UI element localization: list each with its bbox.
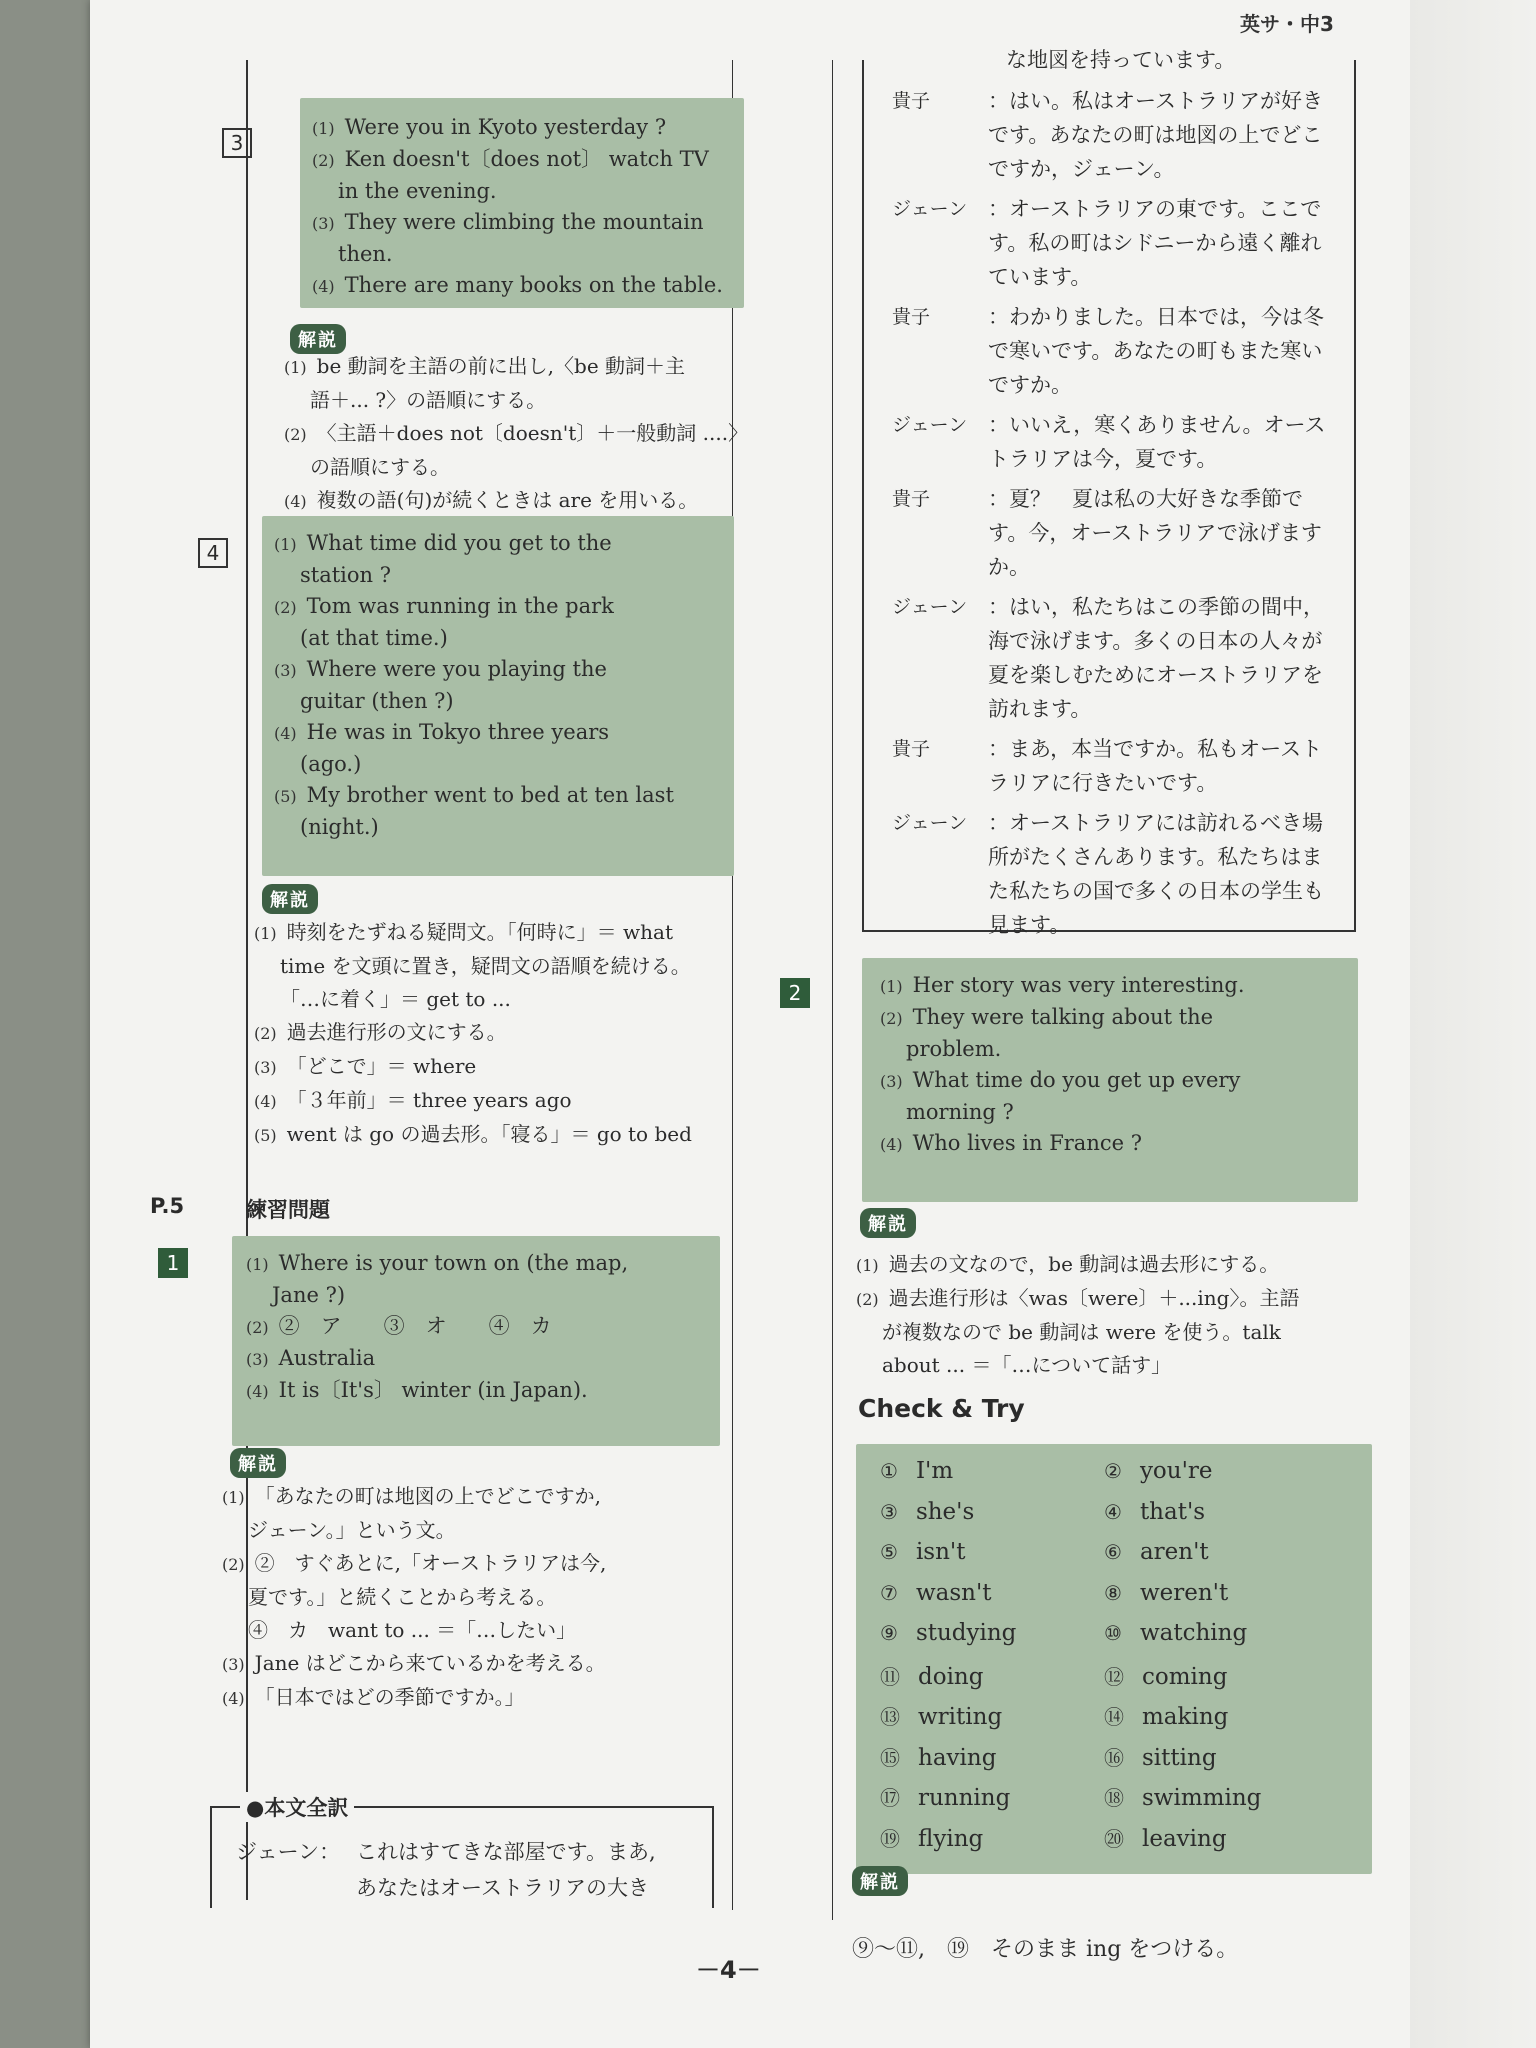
- check-try-note: ⑨～⑪, ⑲ そのまま ing をつける。: [852, 1937, 1239, 1962]
- answer-line-text: in the evening.: [338, 179, 497, 203]
- translation-text: あなたはオーストラリアの大き: [356, 1876, 649, 1900]
- answer-line-text: They were talking about the: [912, 1005, 1214, 1029]
- question-4-answer-box: [262, 516, 734, 876]
- speaker-name: 貴子: [892, 306, 931, 328]
- answer-line: [312, 112, 732, 144]
- check-try-item: [1104, 1823, 1227, 1852]
- check-try-item: [880, 1580, 992, 1606]
- answer-line: [312, 207, 732, 239]
- check-try-item: [880, 1823, 983, 1852]
- answer-line-text: (night.): [300, 815, 379, 839]
- answer-line: [880, 970, 1340, 1002]
- note-line: [222, 1581, 722, 1614]
- note-line: [254, 916, 734, 950]
- note-line-text: about ... ＝「…について話す」: [882, 1353, 1172, 1377]
- answer-line-text: Jane ?): [272, 1283, 346, 1307]
- answer-line: [312, 270, 732, 302]
- check-try-item-word: coming: [1142, 1663, 1228, 1690]
- check-try-item-number: ⑪: [880, 1664, 900, 1689]
- answer-line-text: morning ?: [906, 1100, 1014, 1124]
- answer-line-text: (ago.): [300, 752, 362, 776]
- check-try-item: [1104, 1539, 1209, 1565]
- check-try-item-number: ⑧: [1104, 1580, 1122, 1605]
- check-try-item: [880, 1499, 974, 1525]
- dialog-lines: [892, 84, 1332, 948]
- answer-line: [274, 623, 722, 654]
- question-1-answer-box: [232, 1236, 720, 1446]
- check-try-item: [880, 1701, 1002, 1730]
- check-try-item-word: leaving: [1142, 1825, 1227, 1852]
- answer-line-number: (1): [312, 119, 335, 138]
- note-line-number: (2): [856, 1290, 879, 1309]
- note-line: [856, 1349, 1366, 1382]
- question-4-kaisetsu-label: 解説: [262, 884, 318, 914]
- note-line: [222, 1514, 722, 1547]
- dialog-line: [892, 806, 1332, 942]
- note-line: [222, 1480, 722, 1514]
- note-line-number: (4): [222, 1689, 245, 1708]
- note-line: [284, 451, 744, 484]
- check-try-item-number: ⑳: [1104, 1826, 1124, 1851]
- note-line-text: went は go の過去形。「寝る」＝ go to bed: [286, 1122, 692, 1146]
- note-line-text: 「３年前」＝ three years ago: [286, 1088, 572, 1112]
- note-line-text: 複数の語(句)が続くときは are を用いる。: [316, 488, 699, 512]
- question-1-number: 1: [158, 1248, 188, 1278]
- answer-line-number: (3): [246, 1350, 269, 1369]
- note-line: [254, 1050, 734, 1084]
- check-try-item-number: ⑭: [1104, 1705, 1124, 1729]
- translation-title: ●本文全訳: [240, 1792, 354, 1822]
- note-line-text: ジェーン。」という文。: [248, 1518, 456, 1542]
- speaker-name: 貴子: [892, 90, 931, 112]
- note-line-text: be 動詞を主語の前に出し,〈be 動詞＋主: [316, 354, 686, 378]
- note-line-number: (1): [856, 1256, 879, 1275]
- dialog-text: ：まあ，本当ですか。私もオーストラリアに行きたいです。: [988, 737, 1323, 795]
- answer-line-number: (5): [274, 787, 297, 806]
- note-line-text: が複数なので be 動詞は were を使う。talk: [882, 1320, 1281, 1344]
- check-try-item: [1104, 1782, 1261, 1811]
- check-try-item-word: doing: [918, 1663, 984, 1690]
- check-try-title: Check & Try: [858, 1394, 1025, 1423]
- note-line: [284, 350, 744, 384]
- note-line: [284, 417, 749, 451]
- dialog-line: [892, 84, 1332, 186]
- speaker-name: ジェーン：: [236, 1840, 341, 1864]
- note-line: [222, 1614, 722, 1647]
- question-3-number: 3: [222, 128, 252, 158]
- note-line-text: Jane はどこから来ているかを考える。: [254, 1651, 606, 1675]
- section-title-practice: 練習問題: [246, 1198, 330, 1222]
- answer-line-number: (3): [880, 1072, 903, 1091]
- check-try-item-word: studying: [915, 1620, 1017, 1646]
- answer-line-text: Were you in Kyoto yesterday ?: [344, 115, 667, 139]
- note-line-text: ④ カ want to ... ＝「…したい」: [248, 1618, 577, 1642]
- dialog-line: [892, 732, 1332, 800]
- question-2-kaisetsu-label: 解説: [860, 1208, 916, 1238]
- check-try-item-word: swimming: [1142, 1785, 1262, 1811]
- dialog-text: ：はい。私はオーストラリアが好きです。あなたの町は地図の上でどこですか，ジェーン。: [988, 89, 1323, 181]
- check-try-item-number: ①: [880, 1459, 898, 1483]
- check-try-item-number: ⑮: [880, 1745, 900, 1770]
- check-try-item: [880, 1661, 983, 1690]
- note-line-text: 語＋... ?〉の語順にする。: [310, 388, 547, 412]
- answer-line: [312, 144, 732, 176]
- center-divider-right: [832, 60, 833, 1920]
- note-line: [856, 1248, 1366, 1282]
- answer-line-text: Australia: [278, 1346, 376, 1370]
- answer-line-number: (1): [246, 1255, 269, 1274]
- note-line: [254, 950, 734, 983]
- dialog-line: [892, 192, 1332, 294]
- answer-line-text: guitar (then ?): [300, 689, 454, 713]
- note-line: [284, 384, 744, 417]
- answer-line: [246, 1375, 706, 1407]
- answer-line-text: Where were you playing the: [306, 657, 607, 681]
- answer-line-number: (1): [274, 535, 297, 554]
- check-try-item: [1104, 1661, 1227, 1690]
- page-number: －4－: [696, 1956, 761, 1984]
- note-line-text: の語順にする。: [310, 455, 450, 479]
- check-try-item-word: wasn't: [915, 1579, 992, 1606]
- note-line-text: 「あなたの町は地図の上でどこですか,: [254, 1484, 602, 1508]
- answer-line-text: My brother went to bed at ten last: [306, 783, 674, 807]
- answer-line-number: (2): [274, 598, 297, 617]
- translation-line: [236, 1870, 706, 1906]
- answer-line-text: Where is your town on (the map,: [278, 1251, 629, 1275]
- check-try-answer-box: [856, 1444, 1372, 1874]
- speaker-name: ジェーン: [892, 414, 968, 436]
- note-line: [254, 1016, 734, 1050]
- note-line-number: (1): [254, 924, 277, 943]
- answer-line-text: They were climbing the mountain: [344, 210, 704, 234]
- note-line-number: (2): [284, 425, 307, 444]
- translation-line: [236, 1834, 706, 1870]
- answer-line-text: He was in Tokyo three years: [306, 720, 610, 744]
- note-line: [222, 1647, 722, 1681]
- answer-line-text: problem.: [906, 1037, 1002, 1061]
- check-try-item-number: ⑥: [1104, 1540, 1122, 1564]
- answer-line: [246, 1311, 706, 1343]
- answer-line-text: Her story was very interesting.: [912, 973, 1245, 997]
- dialog-line: [892, 482, 1332, 584]
- note-line-number: (5): [254, 1126, 277, 1145]
- question-4-number: 4: [198, 538, 228, 568]
- check-try-item-word: having: [918, 1744, 997, 1771]
- note-line-number: (3): [254, 1058, 277, 1077]
- answer-line-number: (2): [312, 151, 335, 170]
- check-try-item: [1104, 1458, 1213, 1484]
- speaker-name: 貴子: [892, 738, 931, 760]
- dialog-text: ：わかりました。日本では，今は冬で寒いです。あなたの町もまた寒いですか。: [988, 305, 1324, 397]
- note-line: [222, 1547, 722, 1581]
- note-line-number: (4): [254, 1092, 277, 1111]
- answer-line: [312, 176, 732, 207]
- check-try-item-word: you're: [1139, 1458, 1213, 1484]
- check-try-item: [1104, 1499, 1205, 1525]
- note-line-text: ② すぐあとに,「オーストラリアは今,: [254, 1551, 607, 1575]
- note-line: [856, 1282, 1366, 1316]
- answer-line-number: (3): [312, 214, 335, 233]
- question-2-answer-box: [862, 958, 1358, 1202]
- check-try-item-number: ⑯: [1104, 1745, 1124, 1770]
- check-try-item-number: ⑨: [880, 1621, 898, 1645]
- check-try-item: [1104, 1701, 1228, 1730]
- answer-line: [246, 1248, 706, 1280]
- note-line-text: 〈主語＋does not〔doesn't〕＋一般動詞 ....〉: [316, 421, 749, 445]
- note-line-number: (3): [222, 1655, 245, 1674]
- answer-line: [274, 686, 722, 717]
- note-line: [254, 1084, 734, 1118]
- question-3-kaisetsu-label: 解説: [290, 324, 346, 354]
- check-try-item-number: ②: [1104, 1459, 1122, 1483]
- answer-line-text: It is〔It's〕 winter (in Japan).: [278, 1378, 588, 1402]
- check-try-item: [880, 1458, 953, 1484]
- speaker-name: 貴子: [892, 488, 931, 510]
- dialog-line: [892, 590, 1332, 726]
- note-line-text: 「…に着く」＝ get to ...: [280, 987, 511, 1011]
- answer-line-text: Tom was running in the park: [306, 594, 614, 618]
- dialog-text: ：オーストラリアの東です。ここです。私の町はシドニーから遠く離れています。: [988, 197, 1322, 289]
- check-try-item-number: ③: [880, 1499, 898, 1524]
- check-try-item-number: ⑱: [1104, 1786, 1124, 1810]
- check-try-item-number: ⑫: [1104, 1664, 1124, 1689]
- note-line-text: time を文頭に置き，疑問文の語順を続ける。: [280, 954, 691, 978]
- question-1-notes: [222, 1480, 722, 1715]
- question-3-answer-box: [300, 98, 744, 308]
- speaker-name: ジェーン: [892, 198, 968, 220]
- check-try-kaisetsu-label: 解説: [852, 1866, 908, 1896]
- answer-line-text: Who lives in France ?: [912, 1131, 1142, 1155]
- check-try-item: [880, 1782, 1010, 1811]
- answer-line-number: (2): [246, 1318, 269, 1337]
- question-3-notes: [284, 350, 749, 518]
- note-line-text: 「日本ではどの季節ですか。」: [254, 1685, 525, 1709]
- answer-line-text: ② ア ③ オ ④ カ: [278, 1314, 552, 1338]
- check-try-item-word: running: [918, 1785, 1011, 1811]
- answer-line: [274, 812, 722, 843]
- answer-line-text: Ken doesn't〔does not〕 watch TV: [344, 147, 709, 171]
- check-try-item: [880, 1539, 965, 1565]
- dialog-text: ：いいえ，寒くありません。オーストラリアは今，夏です。: [988, 413, 1326, 471]
- answer-line-number: (3): [274, 661, 297, 680]
- check-try-item: [1104, 1620, 1247, 1646]
- check-try-item-number: ⑲: [880, 1826, 900, 1851]
- adjacent-page-edge: [1410, 0, 1536, 2048]
- check-try-item-word: she's: [915, 1498, 975, 1525]
- answer-line: [274, 654, 722, 686]
- note-line: [254, 983, 734, 1016]
- dialog-line: [892, 408, 1332, 476]
- answer-line: [246, 1343, 706, 1375]
- speaker-name: ジェーン: [892, 812, 968, 834]
- check-try-item: [1104, 1580, 1228, 1606]
- check-try-item-number: ⑤: [880, 1540, 898, 1564]
- check-try-item: [1104, 1742, 1217, 1771]
- answer-line: [312, 239, 732, 270]
- page-ref: P.5: [150, 1194, 185, 1218]
- check-try-item-word: aren't: [1139, 1539, 1209, 1565]
- answer-line: [274, 717, 722, 749]
- answer-line: [880, 1034, 1340, 1065]
- note-line-text: 「どこで」＝ where: [286, 1054, 477, 1078]
- note-line: [254, 1118, 734, 1152]
- question-2-notes: [856, 1248, 1366, 1382]
- translation-text: これはすてきな部屋です。まあ,: [356, 1840, 656, 1864]
- check-try-item-word: that's: [1139, 1498, 1206, 1525]
- note-line-number: (4): [284, 492, 307, 511]
- answer-line-text: station ?: [300, 563, 391, 587]
- answer-line-text: What time do you get up every: [912, 1068, 1241, 1092]
- note-line-text: 過去進行形の文にする。: [286, 1020, 507, 1044]
- answer-line-number: (4): [312, 277, 335, 296]
- answer-line-text: What time did you get to the: [306, 531, 612, 555]
- answer-line: [880, 1002, 1340, 1034]
- check-try-item-number: ⑩: [1104, 1621, 1122, 1645]
- dialog-line: [892, 300, 1332, 402]
- note-line-text: 過去進行形は〈was〔were〕＋...ing〉。主語: [888, 1286, 1300, 1310]
- answer-line: [274, 560, 722, 591]
- check-try-item-number: ⑬: [880, 1705, 900, 1729]
- answer-line-number: (4): [880, 1135, 903, 1154]
- answer-line-number: (2): [880, 1009, 903, 1028]
- check-try-item-number: ⑰: [880, 1786, 900, 1810]
- answer-line: [274, 591, 722, 623]
- question-1-kaisetsu-label: 解説: [230, 1448, 286, 1478]
- dialog-text: ：夏？ 夏は私の大好きな季節です。今，オーストラリアで泳げますか。: [988, 487, 1322, 579]
- speaker-name: ジェーン: [892, 596, 968, 618]
- check-try-item-word: sitting: [1142, 1744, 1217, 1771]
- answer-line: [274, 780, 722, 812]
- answer-line: [880, 1065, 1340, 1097]
- check-try-item-number: ⑦: [880, 1580, 898, 1605]
- check-try-item-number: ④: [1104, 1499, 1122, 1524]
- translation-rows: [236, 1834, 706, 1906]
- dialog-text: ：はい，私たちはこの季節の間中，海で泳げます。多くの日本の人々が夏を楽しむためにオーストラリアを訪れます。: [988, 595, 1324, 721]
- check-try-item-word: writing: [918, 1704, 1003, 1730]
- answer-line: [274, 749, 722, 780]
- answer-line-text: then.: [338, 242, 393, 266]
- question-4-notes: [254, 916, 734, 1152]
- note-line-text: 過去の文なので，be 動詞は過去形にする。: [888, 1252, 1280, 1276]
- check-try-item-word: weren't: [1139, 1579, 1229, 1606]
- note-line: [222, 1681, 722, 1715]
- answer-line: [880, 1128, 1340, 1160]
- check-try-item-word: making: [1142, 1704, 1229, 1730]
- answer-line-number: (4): [274, 724, 297, 743]
- note-line-number: (2): [254, 1024, 277, 1043]
- note-line-text: 時刻をたずねる疑問文。「何時に」＝ what: [286, 920, 673, 944]
- answer-line-text: There are many books on the table.: [344, 273, 723, 297]
- check-try-item-word: isn't: [915, 1539, 966, 1565]
- check-try-item-word: flying: [918, 1825, 984, 1852]
- check-try-item: [880, 1620, 1016, 1646]
- answer-line-number: (1): [880, 977, 903, 996]
- answer-line-number: (4): [246, 1382, 269, 1401]
- answer-line: [246, 1280, 706, 1311]
- dialog-continuation: な地図を持っています。: [1006, 48, 1236, 72]
- check-try-item-word: watching: [1139, 1620, 1248, 1646]
- answer-line: [274, 528, 722, 560]
- note-line-text: 夏です。」と続くことから考える。: [248, 1585, 557, 1609]
- note-line: [284, 484, 744, 518]
- note-line-number: (1): [284, 358, 307, 377]
- note-line: [856, 1316, 1366, 1349]
- answer-line-text: (at that time.): [300, 626, 448, 650]
- check-try-item: [880, 1742, 996, 1771]
- dialog-text: ：オーストラリアには訪れるべき場所がたくさんあります。私たちはまた私たちの国で多くの日本の学生も見ます。: [988, 811, 1324, 937]
- answer-line: [880, 1097, 1340, 1128]
- note-line-number: (2): [222, 1555, 245, 1574]
- question-2-number: 2: [780, 978, 810, 1008]
- note-line-number: (1): [222, 1488, 245, 1507]
- page-header-title: 英サ・中3: [1240, 12, 1334, 36]
- check-try-item-word: I'm: [915, 1458, 954, 1484]
